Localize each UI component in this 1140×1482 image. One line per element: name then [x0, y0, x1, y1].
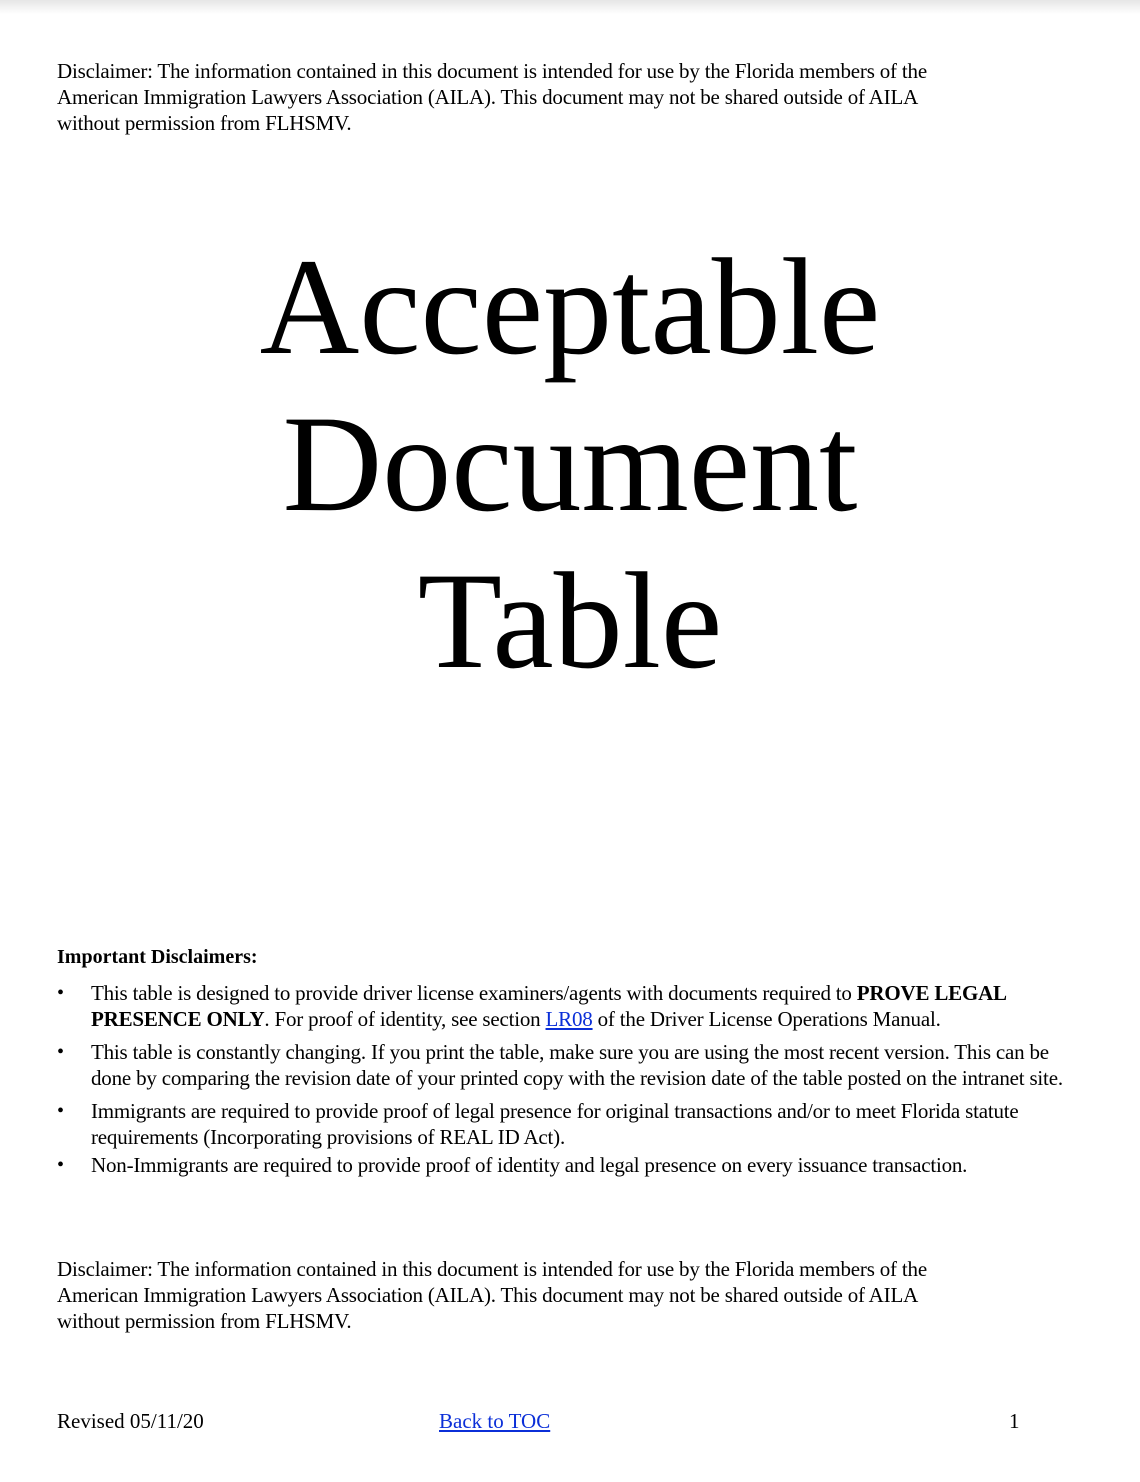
footer-disclaimer-line: without permission from FLHSMV.	[57, 1309, 352, 1333]
list-item: • Non-Immigrants are required to provide proof of identity and legal presence on every issuance transaction.	[57, 1152, 1077, 1178]
footer-disclaimer-line: American Immigration Lawyers Association (AILA). This document may not be shared outside of AILA	[57, 1283, 919, 1307]
bullet-text: . For proof of identity, see section	[264, 1007, 546, 1031]
emphasis-text: PROVE LEGAL PRESENCE ONLY	[91, 981, 1006, 1031]
lr08-link[interactable]: LR08	[545, 1007, 593, 1031]
title-line: Acceptable	[259, 230, 881, 383]
title-line: Document	[282, 387, 858, 540]
list-item: • Immigrants are required to provide proof of legal presence for original transactions and/or to meet Florida statute requirements (Incorporating provisions of REAL ID Act).	[57, 1098, 1077, 1150]
bullet-text: This table is designed to provide driver license examiners/agents with documents required to	[91, 981, 857, 1005]
footer-disclaimer	[57, 1256, 1067, 1334]
important-disclaimers-heading: Important Disclaimers:	[57, 946, 258, 968]
title-line: Table	[417, 544, 723, 697]
list-item: • This table is constantly changing. If you print the table, make sure you are using the most recent version. This can be done by comparing the revision date of your printed copy with the revision date of the table posted on the intranet site.	[57, 1039, 1077, 1091]
viewer-top-shadow	[0, 0, 1140, 14]
page-number: 1	[1009, 1409, 1020, 1433]
header-disclaimer	[57, 58, 1067, 136]
disclaimer-list	[57, 980, 1077, 1185]
revised-date: Revised 05/11/20	[57, 1409, 204, 1433]
page-title	[0, 228, 1140, 699]
list-item	[57, 980, 1077, 1032]
header-disclaimer-line: American Immigration Lawyers Association (AILA). This document may not be shared outside of AILA	[57, 85, 919, 109]
header-disclaimer-line: without permission from FLHSMV.	[57, 111, 352, 135]
back-to-toc-link[interactable]: Back to TOC	[439, 1409, 551, 1433]
header-disclaimer-line: Disclaimer: The information contained in this document is intended for use by the Florida members of the	[57, 59, 927, 83]
footer-disclaimer-line: Disclaimer: The information contained in this document is intended for use by the Florida members of the	[57, 1257, 927, 1281]
bullet-text: of the Driver License Operations Manual.	[592, 1007, 941, 1031]
